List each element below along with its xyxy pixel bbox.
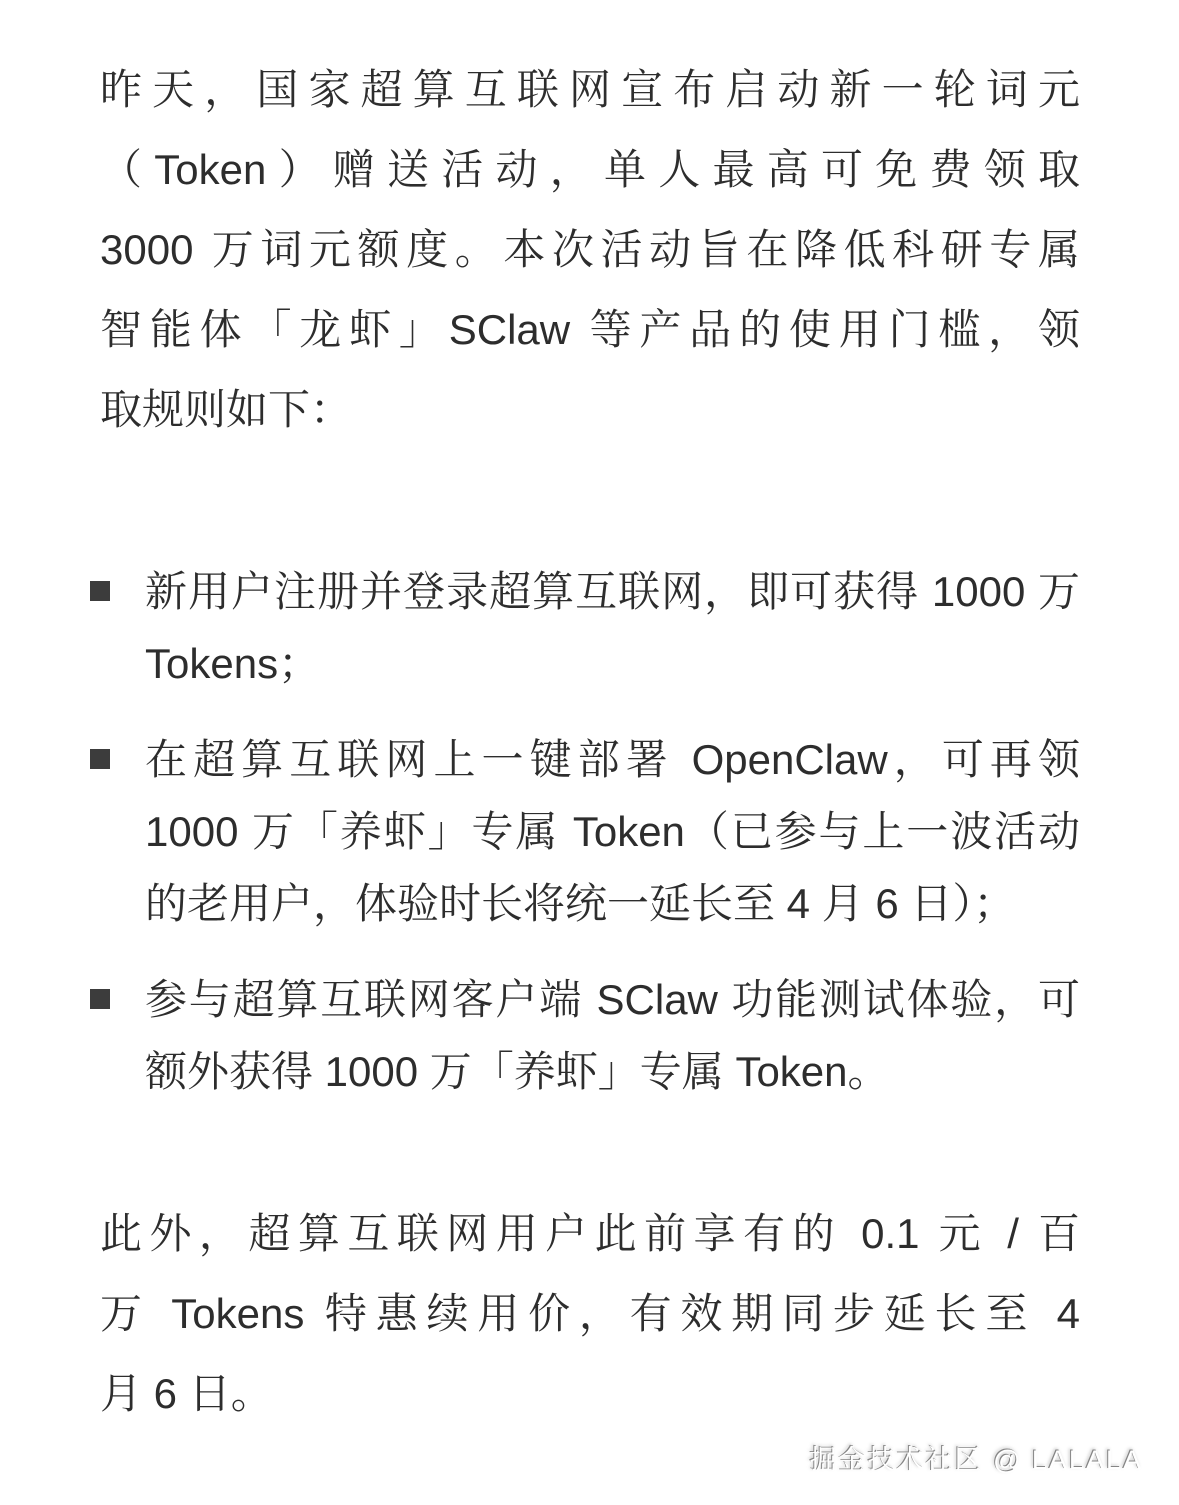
watermark-text: 掘金技术社区 @ LALALA (809, 1445, 1143, 1475)
article-body (100, 50, 1080, 1434)
paragraph-line: 月 6 日。 (100, 1370, 273, 1417)
bullet-square-icon (90, 749, 110, 769)
paragraph-line: 此外，超算互联网用户此前享有的 0.1 元 / 百 (100, 1210, 1080, 1257)
paragraph-line: 昨天，国家超算互联网宣布启动新一轮词元 (100, 66, 1080, 113)
bullet-line: 的老用户，体验时长将统一延长至 4 月 6 日）； (145, 880, 1016, 927)
paragraph-line: （Token）赠送活动，单人最高可免费领取 (100, 146, 1080, 193)
bullet-line: 额外获得 1000 万「养虾」专属 Token。 (145, 1048, 890, 1095)
bullet-text (145, 724, 1080, 940)
bullet-item (100, 724, 1080, 940)
paragraph-line: 万 Tokens 特惠续用价，有效期同步延长至 4 (100, 1290, 1080, 1337)
bullet-item (100, 964, 1080, 1108)
bullet-line: 新用户注册并登录超算互联网，即可获得 1000 万 (145, 568, 1080, 615)
bullet-item (100, 556, 1080, 700)
bullet-square-icon (90, 581, 110, 601)
paragraph-line: 取规则如下： (100, 386, 353, 433)
paragraph-line: 智能体「龙虾」SClaw 等产品的使用门槛，领 (100, 306, 1080, 353)
bullet-list (100, 556, 1080, 1108)
paragraph-line: 3000 万词元额度。本次活动旨在降低科研专属 (100, 226, 1080, 273)
bullet-square-icon (90, 989, 110, 1009)
bullet-line: 参与超算互联网客户端 SClaw 功能测试体验，可 (145, 976, 1080, 1023)
bullet-text (145, 964, 1080, 1108)
bullet-line: 1000 万「养虾」专属 Token（已参与上一波活动 (145, 808, 1080, 855)
intro-paragraph (100, 50, 1080, 450)
bullet-line: 在超算互联网上一键部署 OpenClaw，可再领 (145, 736, 1080, 783)
closing-paragraph (100, 1194, 1080, 1434)
bullet-line: Tokens； (145, 640, 321, 687)
bullet-text (145, 556, 1080, 700)
